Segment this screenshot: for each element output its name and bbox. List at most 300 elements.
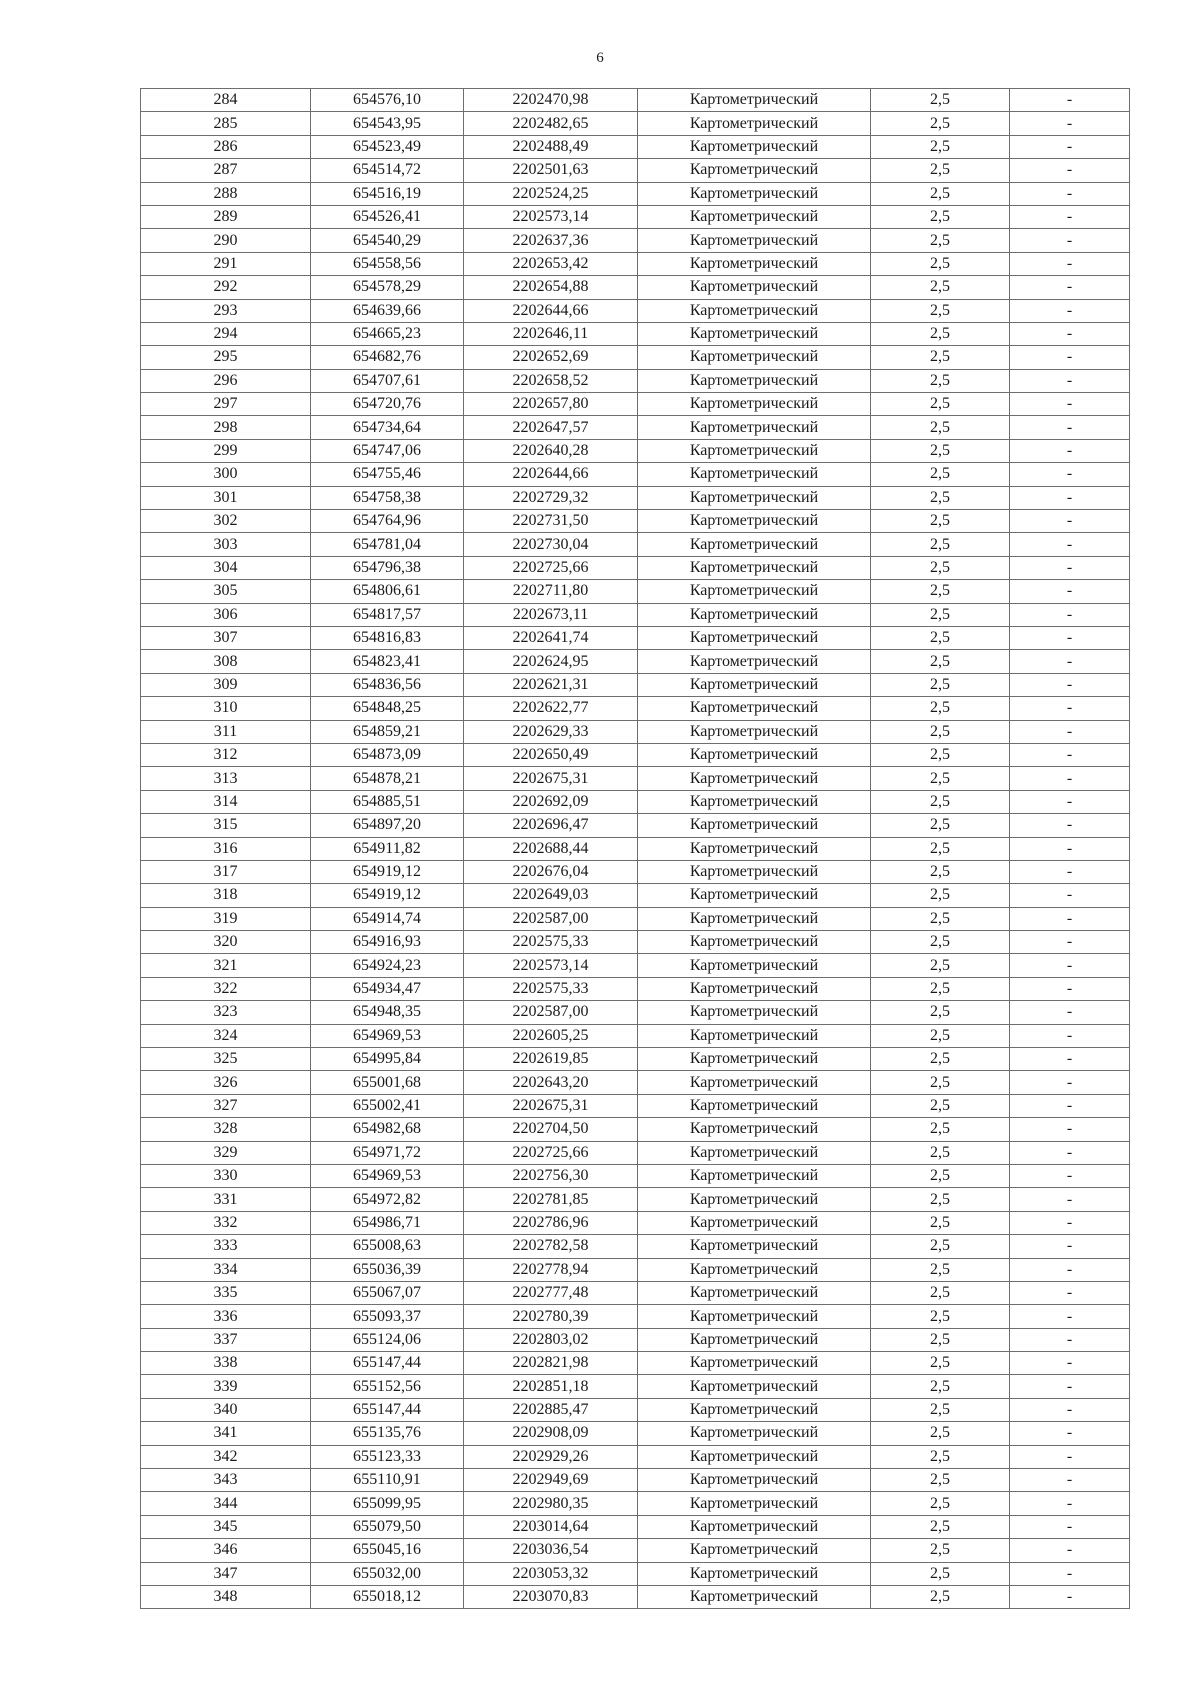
method-cell: Картометрический (638, 931, 871, 954)
table-row (141, 907, 1130, 930)
note-cell: - (1010, 1539, 1130, 1562)
accuracy-cell: 2,5 (871, 1445, 1010, 1468)
point-number-cell: 321 (141, 954, 311, 977)
x-coordinate-cell: 654982,68 (311, 1118, 464, 1141)
accuracy-cell: 2,5 (871, 1188, 1010, 1211)
point-number-cell: 344 (141, 1492, 311, 1515)
point-number-cell: 323 (141, 1001, 311, 1024)
point-number-cell: 288 (141, 182, 311, 205)
point-number-cell: 293 (141, 299, 311, 322)
point-number-cell: 333 (141, 1235, 311, 1258)
point-number-cell: 335 (141, 1281, 311, 1304)
table-row (141, 276, 1130, 299)
y-coordinate-cell: 2202488,49 (464, 135, 638, 158)
note-cell: - (1010, 463, 1130, 486)
page-number: 6 (596, 50, 604, 66)
table-row (141, 439, 1130, 462)
method-cell: Картометрический (638, 182, 871, 205)
accuracy-cell: 2,5 (871, 837, 1010, 860)
x-coordinate-cell: 655147,44 (311, 1398, 464, 1421)
y-coordinate-cell: 2202851,18 (464, 1375, 638, 1398)
x-coordinate-cell: 655124,06 (311, 1328, 464, 1351)
y-coordinate-cell: 2202782,58 (464, 1235, 638, 1258)
accuracy-cell: 2,5 (871, 346, 1010, 369)
accuracy-cell: 2,5 (871, 790, 1010, 813)
x-coordinate-cell: 654514,72 (311, 159, 464, 182)
y-coordinate-cell: 2202980,35 (464, 1492, 638, 1515)
method-cell: Картометрический (638, 790, 871, 813)
x-coordinate-cell: 654734,64 (311, 416, 464, 439)
note-cell: - (1010, 580, 1130, 603)
y-coordinate-cell: 2202654,88 (464, 276, 638, 299)
note-cell: - (1010, 1562, 1130, 1585)
y-coordinate-cell: 2202575,33 (464, 931, 638, 954)
method-cell: Картометрический (638, 439, 871, 462)
y-coordinate-cell: 2202653,42 (464, 252, 638, 275)
accuracy-cell: 2,5 (871, 1328, 1010, 1351)
accuracy-cell: 2,5 (871, 1281, 1010, 1304)
x-coordinate-cell: 654665,23 (311, 322, 464, 345)
point-number-cell: 295 (141, 346, 311, 369)
note-cell: - (1010, 837, 1130, 860)
note-cell: - (1010, 790, 1130, 813)
table-row (141, 650, 1130, 673)
x-coordinate-cell: 654639,66 (311, 299, 464, 322)
point-number-cell: 336 (141, 1305, 311, 1328)
y-coordinate-cell: 2202637,36 (464, 229, 638, 252)
point-number-cell: 329 (141, 1141, 311, 1164)
y-coordinate-cell: 2202730,04 (464, 533, 638, 556)
table-row (141, 1048, 1130, 1071)
y-coordinate-cell: 2202640,28 (464, 439, 638, 462)
note-cell: - (1010, 346, 1130, 369)
note-cell: - (1010, 1469, 1130, 1492)
method-cell: Картометрический (638, 650, 871, 673)
y-coordinate-cell: 2202621,31 (464, 673, 638, 696)
accuracy-cell: 2,5 (871, 1398, 1010, 1421)
table-row (141, 1188, 1130, 1211)
accuracy-cell: 2,5 (871, 112, 1010, 135)
table-row (141, 1281, 1130, 1304)
point-number-cell: 332 (141, 1211, 311, 1234)
x-coordinate-cell: 655099,95 (311, 1492, 464, 1515)
note-cell: - (1010, 1398, 1130, 1421)
note-cell: - (1010, 673, 1130, 696)
y-coordinate-cell: 2202673,11 (464, 603, 638, 626)
note-cell: - (1010, 322, 1130, 345)
table-row (141, 626, 1130, 649)
method-cell: Картометрический (638, 720, 871, 743)
x-coordinate-cell: 654526,41 (311, 205, 464, 228)
note-cell: - (1010, 1445, 1130, 1468)
x-coordinate-cell: 654576,10 (311, 89, 464, 112)
table-row (141, 112, 1130, 135)
method-cell: Картометрический (638, 89, 871, 112)
method-cell: Картометрический (638, 1328, 871, 1351)
note-cell: - (1010, 1258, 1130, 1281)
x-coordinate-cell: 654558,56 (311, 252, 464, 275)
accuracy-cell: 2,5 (871, 205, 1010, 228)
y-coordinate-cell: 2202729,32 (464, 486, 638, 509)
accuracy-cell: 2,5 (871, 369, 1010, 392)
method-cell: Картометрический (638, 346, 871, 369)
x-coordinate-cell: 655152,56 (311, 1375, 464, 1398)
point-number-cell: 346 (141, 1539, 311, 1562)
x-coordinate-cell: 655079,50 (311, 1515, 464, 1538)
method-cell: Картометрический (638, 1235, 871, 1258)
x-coordinate-cell: 654986,71 (311, 1211, 464, 1234)
note-cell: - (1010, 112, 1130, 135)
accuracy-cell: 2,5 (871, 1562, 1010, 1585)
method-cell: Картометрический (638, 673, 871, 696)
y-coordinate-cell: 2202675,31 (464, 767, 638, 790)
x-coordinate-cell: 654969,53 (311, 1164, 464, 1187)
x-coordinate-cell: 654873,09 (311, 743, 464, 766)
accuracy-cell: 2,5 (871, 860, 1010, 883)
method-cell: Картометрический (638, 1562, 871, 1585)
x-coordinate-cell: 654747,06 (311, 439, 464, 462)
method-cell: Картометрический (638, 884, 871, 907)
y-coordinate-cell: 2202704,50 (464, 1118, 638, 1141)
method-cell: Картометрический (638, 1024, 871, 1047)
note-cell: - (1010, 720, 1130, 743)
method-cell: Картометрический (638, 252, 871, 275)
table-row (141, 486, 1130, 509)
table-row (141, 1071, 1130, 1094)
x-coordinate-cell: 654919,12 (311, 860, 464, 883)
y-coordinate-cell: 2202647,57 (464, 416, 638, 439)
x-coordinate-cell: 655036,39 (311, 1258, 464, 1281)
point-number-cell: 313 (141, 767, 311, 790)
method-cell: Картометрический (638, 369, 871, 392)
method-cell: Картометрический (638, 1352, 871, 1375)
y-coordinate-cell: 2202781,85 (464, 1188, 638, 1211)
note-cell: - (1010, 1235, 1130, 1258)
note-cell: - (1010, 626, 1130, 649)
note-cell: - (1010, 182, 1130, 205)
x-coordinate-cell: 655067,07 (311, 1281, 464, 1304)
method-cell: Картометрический (638, 977, 871, 1000)
note-cell: - (1010, 1188, 1130, 1211)
table-row (141, 720, 1130, 743)
note-cell: - (1010, 814, 1130, 837)
table-row (141, 89, 1130, 112)
table-row (141, 1398, 1130, 1421)
x-coordinate-cell: 654848,25 (311, 697, 464, 720)
point-number-cell: 324 (141, 1024, 311, 1047)
y-coordinate-cell: 2202649,03 (464, 884, 638, 907)
point-number-cell: 284 (141, 89, 311, 112)
method-cell: Картометрический (638, 1539, 871, 1562)
x-coordinate-cell: 654916,93 (311, 931, 464, 954)
x-coordinate-cell: 654781,04 (311, 533, 464, 556)
table-row (141, 229, 1130, 252)
point-number-cell: 308 (141, 650, 311, 673)
accuracy-cell: 2,5 (871, 1164, 1010, 1187)
y-coordinate-cell: 2202624,95 (464, 650, 638, 673)
y-coordinate-cell: 2202777,48 (464, 1281, 638, 1304)
y-coordinate-cell: 2202778,94 (464, 1258, 638, 1281)
x-coordinate-cell: 654823,41 (311, 650, 464, 673)
method-cell: Картометрический (638, 1071, 871, 1094)
method-cell: Картометрический (638, 1048, 871, 1071)
note-cell: - (1010, 229, 1130, 252)
x-coordinate-cell: 654516,19 (311, 182, 464, 205)
table-row (141, 1422, 1130, 1445)
x-coordinate-cell: 655147,44 (311, 1352, 464, 1375)
x-coordinate-cell: 654919,12 (311, 884, 464, 907)
point-number-cell: 285 (141, 112, 311, 135)
y-coordinate-cell: 2202573,14 (464, 205, 638, 228)
method-cell: Картометрический (638, 486, 871, 509)
accuracy-cell: 2,5 (871, 135, 1010, 158)
y-coordinate-cell: 2202949,69 (464, 1469, 638, 1492)
accuracy-cell: 2,5 (871, 463, 1010, 486)
point-number-cell: 314 (141, 790, 311, 813)
x-coordinate-cell: 655123,33 (311, 1445, 464, 1468)
point-number-cell: 341 (141, 1422, 311, 1445)
y-coordinate-cell: 2202652,69 (464, 346, 638, 369)
accuracy-cell: 2,5 (871, 252, 1010, 275)
x-coordinate-cell: 654523,49 (311, 135, 464, 158)
x-coordinate-cell: 654764,96 (311, 510, 464, 533)
accuracy-cell: 2,5 (871, 510, 1010, 533)
accuracy-cell: 2,5 (871, 276, 1010, 299)
accuracy-cell: 2,5 (871, 1539, 1010, 1562)
y-coordinate-cell: 2202908,09 (464, 1422, 638, 1445)
accuracy-cell: 2,5 (871, 486, 1010, 509)
note-cell: - (1010, 369, 1130, 392)
table-row (141, 954, 1130, 977)
point-number-cell: 311 (141, 720, 311, 743)
note-cell: - (1010, 439, 1130, 462)
y-coordinate-cell: 2202650,49 (464, 743, 638, 766)
method-cell: Картометрический (638, 276, 871, 299)
x-coordinate-cell: 654859,21 (311, 720, 464, 743)
accuracy-cell: 2,5 (871, 1235, 1010, 1258)
table-row (141, 135, 1130, 158)
accuracy-cell: 2,5 (871, 1048, 1010, 1071)
x-coordinate-cell: 655032,00 (311, 1562, 464, 1585)
table-row (141, 1211, 1130, 1234)
note-cell: - (1010, 533, 1130, 556)
note-cell: - (1010, 697, 1130, 720)
accuracy-cell: 2,5 (871, 743, 1010, 766)
note-cell: - (1010, 650, 1130, 673)
method-cell: Картометрический (638, 814, 871, 837)
x-coordinate-cell: 654948,35 (311, 1001, 464, 1024)
x-coordinate-cell: 654682,76 (311, 346, 464, 369)
table-row (141, 1164, 1130, 1187)
table-row (141, 1328, 1130, 1351)
method-cell: Картометрический (638, 1445, 871, 1468)
table-row (141, 1515, 1130, 1538)
note-cell: - (1010, 1024, 1130, 1047)
accuracy-cell: 2,5 (871, 1024, 1010, 1047)
point-number-cell: 302 (141, 510, 311, 533)
y-coordinate-cell: 2202780,39 (464, 1305, 638, 1328)
accuracy-cell: 2,5 (871, 931, 1010, 954)
point-number-cell: 287 (141, 159, 311, 182)
y-coordinate-cell: 2202646,11 (464, 322, 638, 345)
table-row (141, 1141, 1130, 1164)
y-coordinate-cell: 2202605,25 (464, 1024, 638, 1047)
note-cell: - (1010, 1492, 1130, 1515)
table-row (141, 790, 1130, 813)
method-cell: Картометрический (638, 1375, 871, 1398)
note-cell: - (1010, 931, 1130, 954)
table-row (141, 860, 1130, 883)
table-row (141, 1469, 1130, 1492)
y-coordinate-cell: 2202821,98 (464, 1352, 638, 1375)
x-coordinate-cell: 654806,61 (311, 580, 464, 603)
point-number-cell: 318 (141, 884, 311, 907)
table-row (141, 603, 1130, 626)
x-coordinate-cell: 654934,47 (311, 977, 464, 1000)
point-number-cell: 301 (141, 486, 311, 509)
method-cell: Картометрический (638, 510, 871, 533)
accuracy-cell: 2,5 (871, 977, 1010, 1000)
note-cell: - (1010, 556, 1130, 579)
point-number-cell: 310 (141, 697, 311, 720)
method-cell: Картометрический (638, 299, 871, 322)
table-row (141, 697, 1130, 720)
table-row (141, 533, 1130, 556)
note-cell: - (1010, 884, 1130, 907)
note-cell: - (1010, 1094, 1130, 1117)
x-coordinate-cell: 654972,82 (311, 1188, 464, 1211)
y-coordinate-cell: 2202696,47 (464, 814, 638, 837)
table-row (141, 393, 1130, 416)
table-row (141, 416, 1130, 439)
method-cell: Картометрический (638, 322, 871, 345)
y-coordinate-cell: 2202619,85 (464, 1048, 638, 1071)
method-cell: Картометрический (638, 112, 871, 135)
accuracy-cell: 2,5 (871, 650, 1010, 673)
method-cell: Картометрический (638, 1164, 871, 1187)
method-cell: Картометрический (638, 556, 871, 579)
accuracy-cell: 2,5 (871, 1586, 1010, 1609)
y-coordinate-cell: 2202803,02 (464, 1328, 638, 1351)
point-number-cell: 297 (141, 393, 311, 416)
y-coordinate-cell: 2202711,80 (464, 580, 638, 603)
table-row (141, 205, 1130, 228)
y-coordinate-cell: 2202643,20 (464, 1071, 638, 1094)
accuracy-cell: 2,5 (871, 580, 1010, 603)
method-cell: Картометрический (638, 159, 871, 182)
note-cell: - (1010, 1001, 1130, 1024)
note-cell: - (1010, 486, 1130, 509)
method-cell: Картометрический (638, 393, 871, 416)
method-cell: Картометрический (638, 135, 871, 158)
note-cell: - (1010, 1048, 1130, 1071)
point-number-cell: 309 (141, 673, 311, 696)
accuracy-cell: 2,5 (871, 1071, 1010, 1094)
table-row (141, 182, 1130, 205)
y-coordinate-cell: 2202676,04 (464, 860, 638, 883)
table-row (141, 556, 1130, 579)
y-coordinate-cell: 2202725,66 (464, 556, 638, 579)
x-coordinate-cell: 654816,83 (311, 626, 464, 649)
method-cell: Картометрический (638, 1211, 871, 1234)
note-cell: - (1010, 89, 1130, 112)
y-coordinate-cell: 2202524,25 (464, 182, 638, 205)
note-cell: - (1010, 767, 1130, 790)
x-coordinate-cell: 654897,20 (311, 814, 464, 837)
y-coordinate-cell: 2202470,98 (464, 89, 638, 112)
table-row (141, 931, 1130, 954)
x-coordinate-cell: 654971,72 (311, 1141, 464, 1164)
point-number-cell: 286 (141, 135, 311, 158)
table-row (141, 1235, 1130, 1258)
accuracy-cell: 2,5 (871, 1094, 1010, 1117)
accuracy-cell: 2,5 (871, 1422, 1010, 1445)
table-row (141, 1445, 1130, 1468)
y-coordinate-cell: 2202657,80 (464, 393, 638, 416)
method-cell: Картометрический (638, 580, 871, 603)
accuracy-cell: 2,5 (871, 697, 1010, 720)
method-cell: Картометрический (638, 603, 871, 626)
y-coordinate-cell: 2202575,33 (464, 977, 638, 1000)
accuracy-cell: 2,5 (871, 1258, 1010, 1281)
x-coordinate-cell: 655045,16 (311, 1539, 464, 1562)
y-coordinate-cell: 2202644,66 (464, 463, 638, 486)
note-cell: - (1010, 1515, 1130, 1538)
point-number-cell: 345 (141, 1515, 311, 1538)
note-cell: - (1010, 1375, 1130, 1398)
x-coordinate-cell: 654885,51 (311, 790, 464, 813)
y-coordinate-cell: 2203036,54 (464, 1539, 638, 1562)
accuracy-cell: 2,5 (871, 673, 1010, 696)
note-cell: - (1010, 205, 1130, 228)
table-row (141, 1586, 1130, 1609)
table-row (141, 1492, 1130, 1515)
method-cell: Картометрический (638, 1305, 871, 1328)
method-cell: Картометрический (638, 1469, 871, 1492)
point-number-cell: 339 (141, 1375, 311, 1398)
note-cell: - (1010, 1118, 1130, 1141)
method-cell: Картометрический (638, 229, 871, 252)
y-coordinate-cell: 2202482,65 (464, 112, 638, 135)
x-coordinate-cell: 654817,57 (311, 603, 464, 626)
note-cell: - (1010, 1305, 1130, 1328)
method-cell: Картометрический (638, 1001, 871, 1024)
point-number-cell: 294 (141, 322, 311, 345)
accuracy-cell: 2,5 (871, 182, 1010, 205)
method-cell: Картометрический (638, 626, 871, 649)
point-number-cell: 330 (141, 1164, 311, 1187)
table-row (141, 1024, 1130, 1047)
method-cell: Картометрический (638, 1586, 871, 1609)
table-row (141, 1258, 1130, 1281)
point-number-cell: 316 (141, 837, 311, 860)
point-number-cell: 340 (141, 1398, 311, 1421)
y-coordinate-cell: 2202644,66 (464, 299, 638, 322)
accuracy-cell: 2,5 (871, 1141, 1010, 1164)
point-number-cell: 291 (141, 252, 311, 275)
x-coordinate-cell: 655008,63 (311, 1235, 464, 1258)
table-row (141, 299, 1130, 322)
accuracy-cell: 2,5 (871, 416, 1010, 439)
accuracy-cell: 2,5 (871, 1305, 1010, 1328)
point-number-cell: 337 (141, 1328, 311, 1351)
note-cell: - (1010, 743, 1130, 766)
x-coordinate-cell: 654758,38 (311, 486, 464, 509)
note-cell: - (1010, 416, 1130, 439)
x-coordinate-cell: 654707,61 (311, 369, 464, 392)
y-coordinate-cell: 2202629,33 (464, 720, 638, 743)
method-cell: Картометрический (638, 767, 871, 790)
